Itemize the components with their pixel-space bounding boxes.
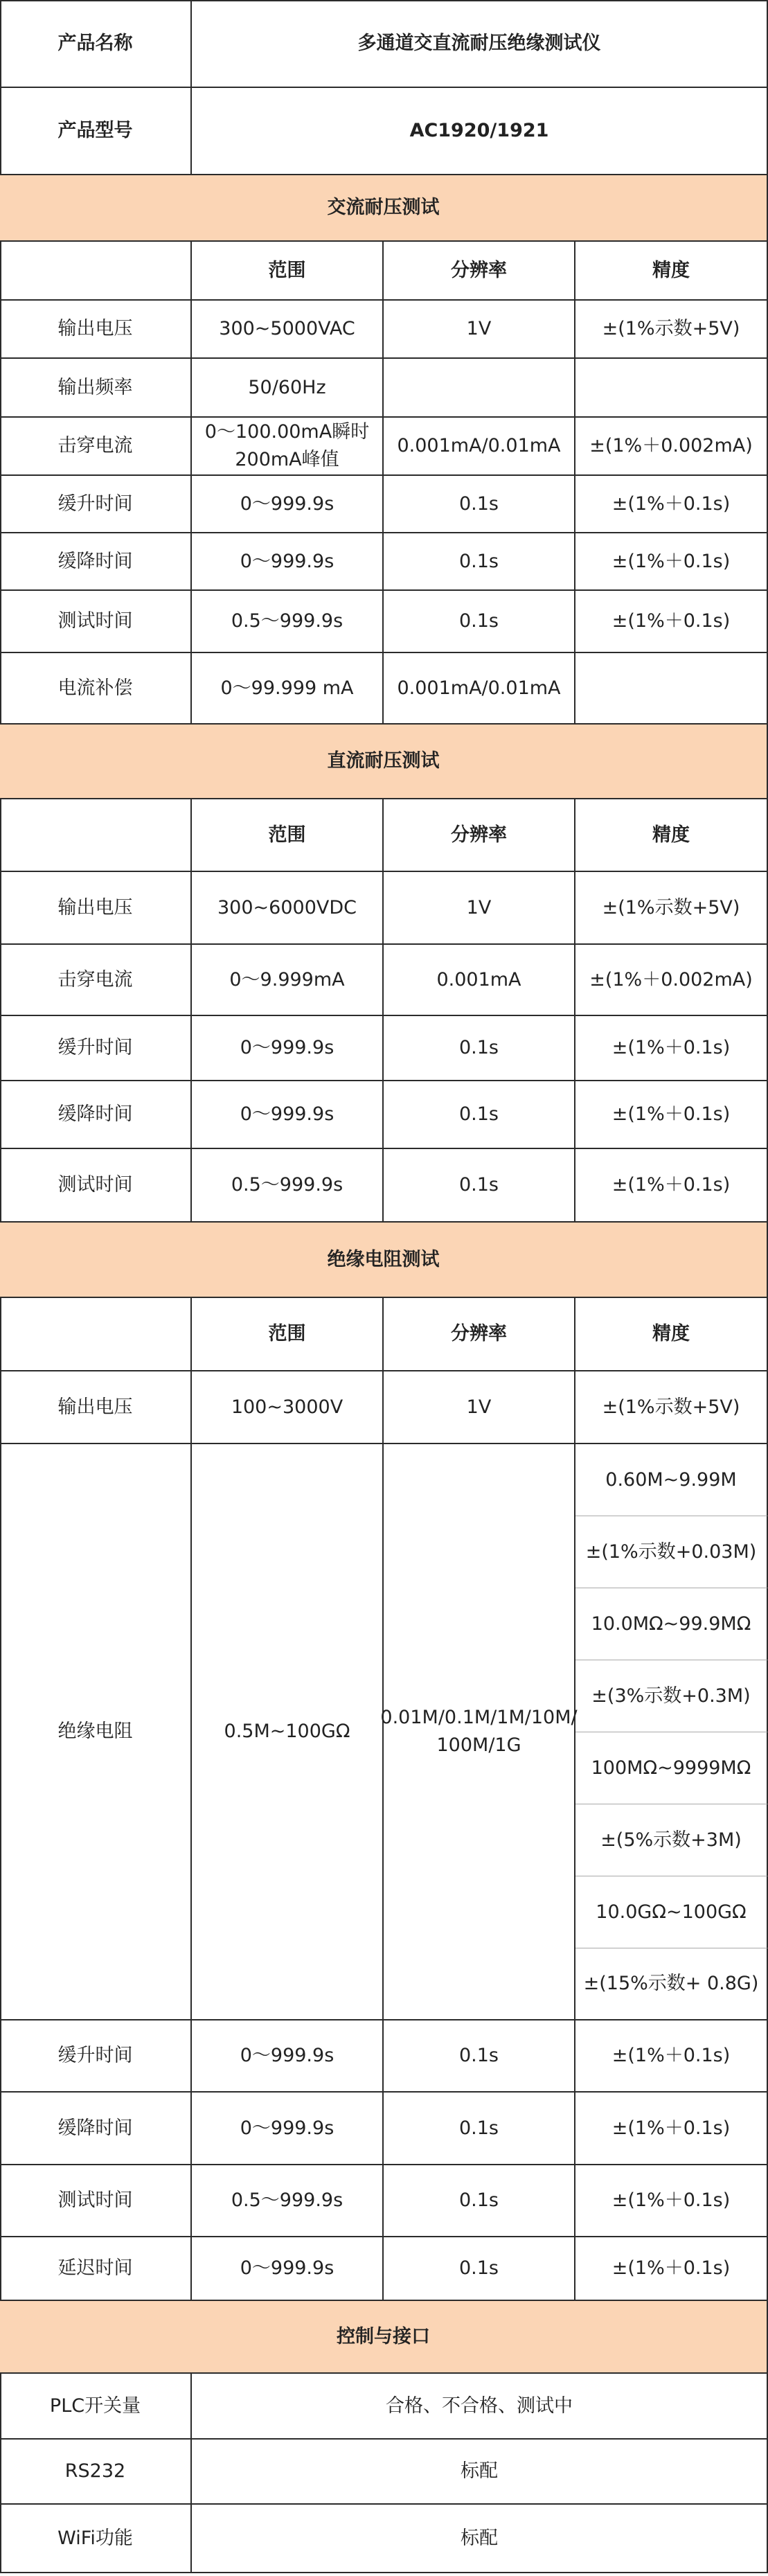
dc-row-3-resolution: 0.1s xyxy=(384,1081,575,1149)
dc-row-0-name: 输出电压 xyxy=(0,872,192,945)
product-name-value: 多通道交直流耐压绝缘测试仪 xyxy=(192,0,768,88)
dc-row-2-range: 0～999.9s xyxy=(192,1016,384,1081)
ir-resistance-range: 0.5M~100GΩ xyxy=(192,1444,384,2020)
ac-section-title: 交流耐压测试 xyxy=(0,175,768,242)
ir-row-0-name: 缓升时间 xyxy=(0,2020,192,2093)
ir-resistance-accuracy-line: ±(3%示数+0.3M) xyxy=(575,1660,768,1732)
ac-row-2-range: 0～100.00mA瞬时 200mA峰值 xyxy=(192,418,384,476)
ir-row-3-resolution: 0.1s xyxy=(384,2237,575,2301)
dc-row-3-name: 缓降时间 xyxy=(0,1081,192,1149)
ctrl-row-name: RS232 xyxy=(0,2440,192,2505)
ac-row-4-resolution: 0.1s xyxy=(384,533,575,591)
ir-resistance-resolution: 0.01M/0.1M/1M/10M/ 100M/1G xyxy=(384,1444,575,2020)
ac-row-4-name: 缓降时间 xyxy=(0,533,192,591)
ir-resistance-accuracy-line: 0.60M~9.99M xyxy=(575,1444,768,1516)
ir-header-blank xyxy=(0,1298,192,1371)
ac-row-4-range: 0～999.9s xyxy=(192,533,384,591)
ac-row-0-name: 输出电压 xyxy=(0,301,192,359)
product-model-label: 产品型号 xyxy=(0,88,192,175)
ac-header-blank xyxy=(0,242,192,301)
ac-row-0-accuracy: ±(1%示数+5V) xyxy=(575,301,768,359)
dc-row-2-accuracy: ±(1%＋0.1s) xyxy=(575,1016,768,1081)
dc-row-1-accuracy: ±(1%＋0.002mA) xyxy=(575,945,768,1016)
ac-row-6-name: 电流补偿 xyxy=(0,653,192,725)
ctrl-row-value: 标配 xyxy=(192,2505,768,2573)
ctrl-row-value: 标配 xyxy=(192,2440,768,2505)
ir-row-2-name: 测试时间 xyxy=(0,2165,192,2237)
dc-row-2-resolution: 0.1s xyxy=(384,1016,575,1081)
ac-header-accuracy: 精度 xyxy=(575,242,768,301)
ac-row-5-resolution: 0.1s xyxy=(384,591,575,653)
ir-row-1-resolution: 0.1s xyxy=(384,2093,575,2165)
ac-header-range: 范围 xyxy=(192,242,384,301)
dc-row-1-name: 击穿电流 xyxy=(0,945,192,1016)
ac-row-4-accuracy: ±(1%＋0.1s) xyxy=(575,533,768,591)
ir-row-3-name: 延迟时间 xyxy=(0,2237,192,2301)
dc-row-4-name: 测试时间 xyxy=(0,1149,192,1223)
ir-resistance-accuracy-line: 10.0MΩ~99.9MΩ xyxy=(575,1588,768,1660)
dc-row-4-resolution: 0.1s xyxy=(384,1149,575,1223)
product-name-label: 产品名称 xyxy=(0,0,192,88)
ac-row-2-accuracy: ±(1%＋0.002mA) xyxy=(575,418,768,476)
ac-row-6-resolution: 0.001mA/0.01mA xyxy=(384,653,575,725)
ac-row-3-resolution: 0.1s xyxy=(384,476,575,533)
ac-row-0-range: 300~5000VAC xyxy=(192,301,384,359)
ir-header-resolution: 分辨率 xyxy=(384,1298,575,1371)
ir-row-2-accuracy: ±(1%＋0.1s) xyxy=(575,2165,768,2237)
ac-row-3-accuracy: ±(1%＋0.1s) xyxy=(575,476,768,533)
ac-row-1-accuracy xyxy=(575,359,768,418)
dc-header-accuracy: 精度 xyxy=(575,799,768,872)
ir-header-accuracy: 精度 xyxy=(575,1298,768,1371)
ac-row-1-name: 输出频率 xyxy=(0,359,192,418)
dc-row-1-range: 0～9.999mA xyxy=(192,945,384,1016)
ir-resistance-accuracy-line: 100MΩ~9999MΩ xyxy=(575,1732,768,1804)
dc-section-title: 直流耐压测试 xyxy=(0,725,768,799)
ac-row-0-resolution: 1V xyxy=(384,301,575,359)
ir-row-3-accuracy: ±(1%＋0.1s) xyxy=(575,2237,768,2301)
ir-resistance-accuracy-line: 10.0GΩ~100GΩ xyxy=(575,1876,768,1948)
ac-row-2-resolution: 0.001mA/0.01mA xyxy=(384,418,575,476)
dc-row-0-resolution: 1V xyxy=(384,872,575,945)
ctrl-row-name: PLC开关量 xyxy=(0,2374,192,2440)
ir-voltage-row-accuracy: ±(1%示数+5V) xyxy=(575,1371,768,1444)
ac-row-3-range: 0～999.9s xyxy=(192,476,384,533)
ir-resistance-accuracy-line: ±(1%示数+0.03M) xyxy=(575,1516,768,1588)
dc-row-0-range: 300~6000VDC xyxy=(192,872,384,945)
ac-row-2-name: 击穿电流 xyxy=(0,418,192,476)
ir-row-0-accuracy: ±(1%＋0.1s) xyxy=(575,2020,768,2093)
ir-section-title: 绝缘电阻测试 xyxy=(0,1223,768,1298)
dc-header-range: 范围 xyxy=(192,799,384,872)
ir-voltage-row-name: 输出电压 xyxy=(0,1371,192,1444)
ac-row-1-range: 50/60Hz xyxy=(192,359,384,418)
ctrl-row-value: 合格、不合格、测试中 xyxy=(192,2374,768,2440)
ac-row-5-name: 测试时间 xyxy=(0,591,192,653)
ir-row-1-accuracy: ±(1%＋0.1s) xyxy=(575,2093,768,2165)
dc-header-resolution: 分辨率 xyxy=(384,799,575,872)
ir-row-3-range: 0～999.9s xyxy=(192,2237,384,2301)
dc-row-4-accuracy: ±(1%＋0.1s) xyxy=(575,1149,768,1223)
ir-voltage-row-resolution: 1V xyxy=(384,1371,575,1444)
dc-row-2-name: 缓升时间 xyxy=(0,1016,192,1081)
ir-row-1-range: 0～999.9s xyxy=(192,2093,384,2165)
dc-row-3-range: 0～999.9s xyxy=(192,1081,384,1149)
ctrl-row-name: WiFi功能 xyxy=(0,2505,192,2573)
ir-row-0-resolution: 0.1s xyxy=(384,2020,575,2093)
ir-row-1-name: 缓降时间 xyxy=(0,2093,192,2165)
ac-row-3-name: 缓升时间 xyxy=(0,476,192,533)
dc-row-4-range: 0.5～999.9s xyxy=(192,1149,384,1223)
ir-row-2-resolution: 0.1s xyxy=(384,2165,575,2237)
dc-header-blank xyxy=(0,799,192,872)
dc-row-3-accuracy: ±(1%＋0.1s) xyxy=(575,1081,768,1149)
product-model-value: AC1920/1921 xyxy=(192,88,768,175)
ir-resistance-name: 绝缘电阻 xyxy=(0,1444,192,2020)
ac-row-1-resolution xyxy=(384,359,575,418)
ir-header-range: 范围 xyxy=(192,1298,384,1371)
ir-voltage-row-range: 100~3000V xyxy=(192,1371,384,1444)
ctrl-section-title: 控制与接口 xyxy=(0,2301,768,2374)
dc-row-0-accuracy: ±(1%示数+5V) xyxy=(575,872,768,945)
ac-row-6-accuracy xyxy=(575,653,768,725)
ac-row-5-range: 0.5～999.9s xyxy=(192,591,384,653)
ir-resistance-accuracy-line: ±(15%示数+ 0.8G) xyxy=(575,1948,768,2020)
ac-row-5-accuracy: ±(1%＋0.1s) xyxy=(575,591,768,653)
ir-row-2-range: 0.5～999.9s xyxy=(192,2165,384,2237)
ir-resistance-accuracy-line: ±(5%示数+3M) xyxy=(575,1804,768,1876)
ac-row-6-range: 0～99.999 mA xyxy=(192,653,384,725)
ir-row-0-range: 0～999.9s xyxy=(192,2020,384,2093)
dc-row-1-resolution: 0.001mA xyxy=(384,945,575,1016)
ac-header-resolution: 分辨率 xyxy=(384,242,575,301)
